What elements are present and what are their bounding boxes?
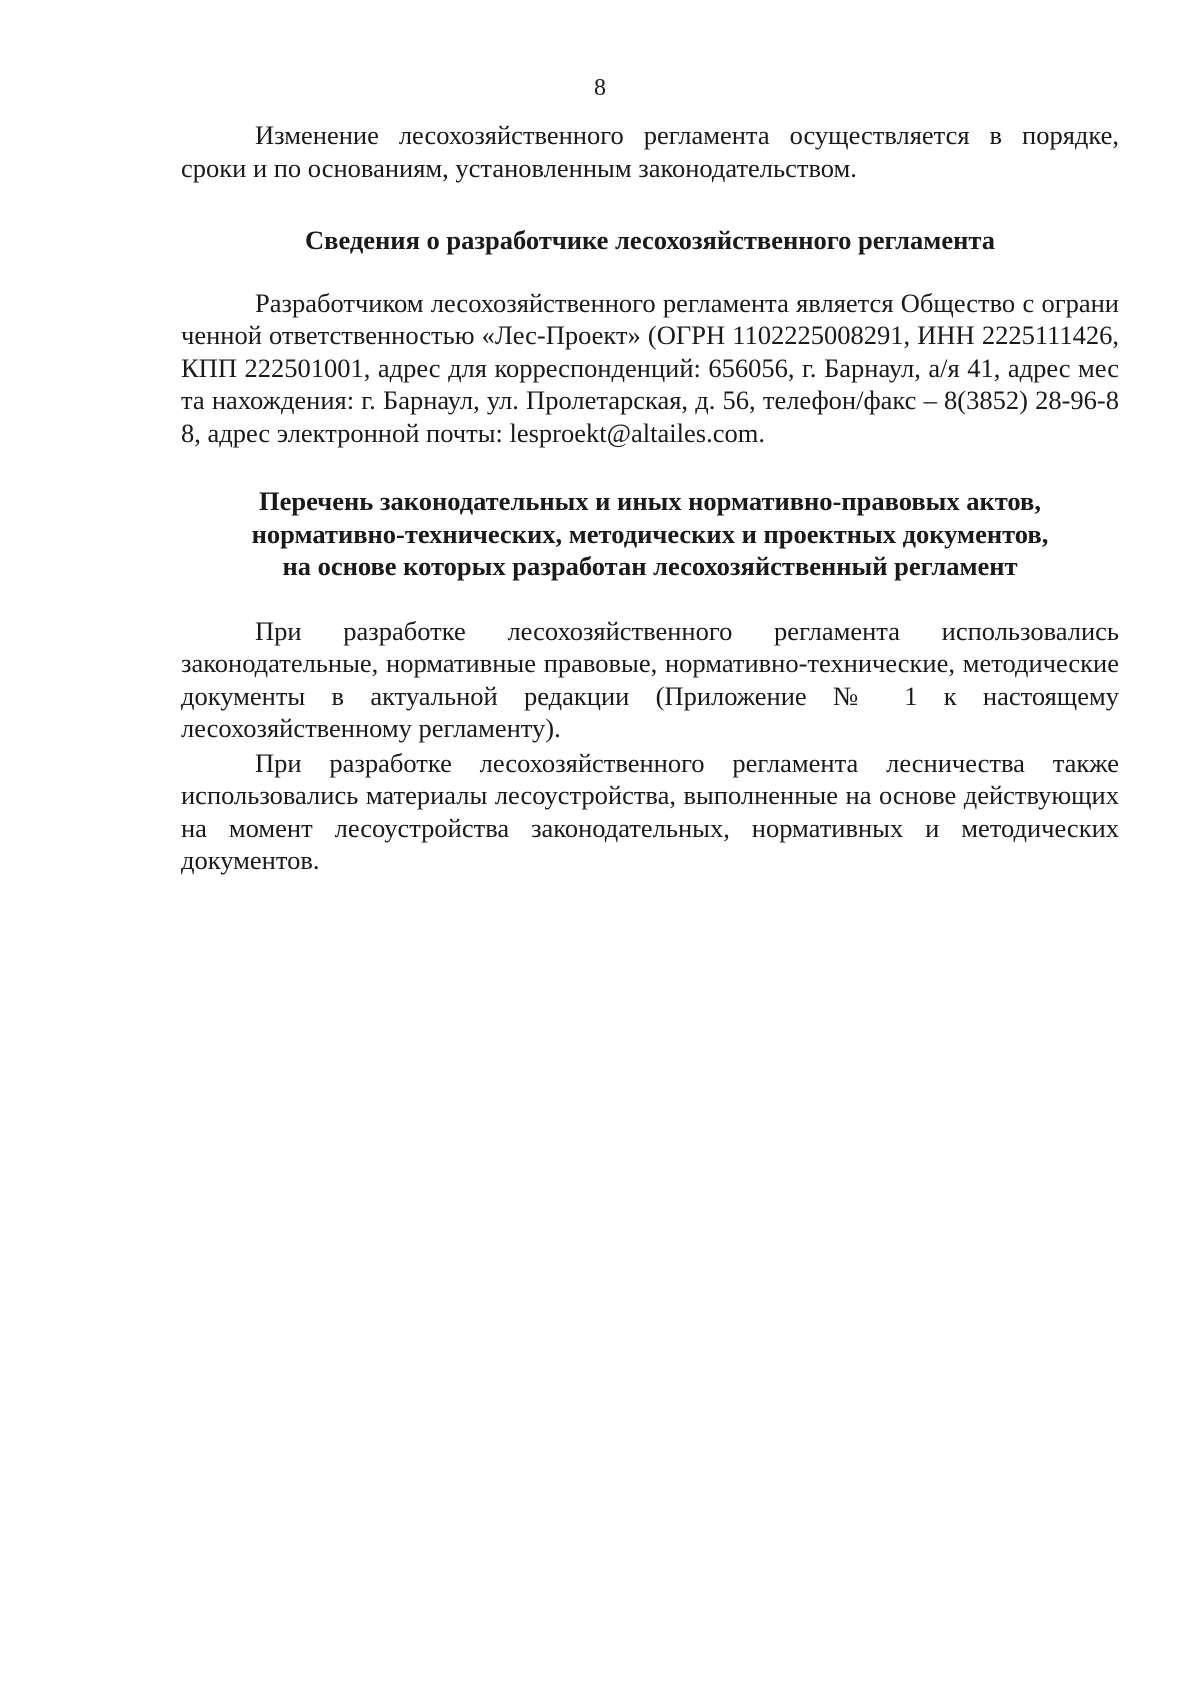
intro-paragraph: Изменение лесохозяйственного регламента осуществляется в порядке, сроки и по основаниям, установленным законодательством.: [181, 120, 1119, 183]
spacer: [181, 257, 1119, 287]
document-body: [181, 119, 1119, 877]
acts-paragraph-1: При разработке лесохозяйственного регламента использовались законодательные, нормативные правовые, нормативно-технические, методические документы в актуальной редакции (Приложение № 1 к настоящему лесохозяйственному регламенту).: [181, 615, 1119, 743]
developer-paragraph: Разработчиком лесохозяйственного регламента является Общество с ограниченной ответственностью «Лес-Проект» (ОГРН 1102225008291, ИНН 2225111426, КПП 222501001, адрес для корреспонденций: 656056, г. Барнаул, а/я 41, адрес места нахождения: г. Барнаул, ул. Пролетарская, д. 56, телефон/факс – 8(3852) 28-96-88, адрес электронной почты: lesproekt@altailes.com.: [181, 287, 1119, 448]
acts-heading-line-2: нормативно-технических, методических и проектных документов,: [251, 518, 1049, 549]
spacer: [181, 583, 1119, 615]
spacer: [181, 449, 1119, 485]
acts-heading-line-3: на основе которых разработан лесохозяйственный регламент: [282, 551, 1018, 581]
page-number: 8: [594, 75, 606, 101]
spacer: [181, 184, 1119, 224]
developer-section-heading: Сведения о разработчике лесохозяйственного регламента: [305, 225, 995, 255]
acts-section-heading: [181, 485, 1119, 583]
acts-paragraph-2: При разработке лесохозяйственного регламента лесничества также использовались материалы лесоустройства, выполненные на основе действующих на момент лесоустройства законодательных, нормативных и методических документов.: [181, 747, 1119, 875]
acts-heading-line-1: Перечень законодательных и иных нормативно-правовых актов,: [259, 486, 1041, 516]
